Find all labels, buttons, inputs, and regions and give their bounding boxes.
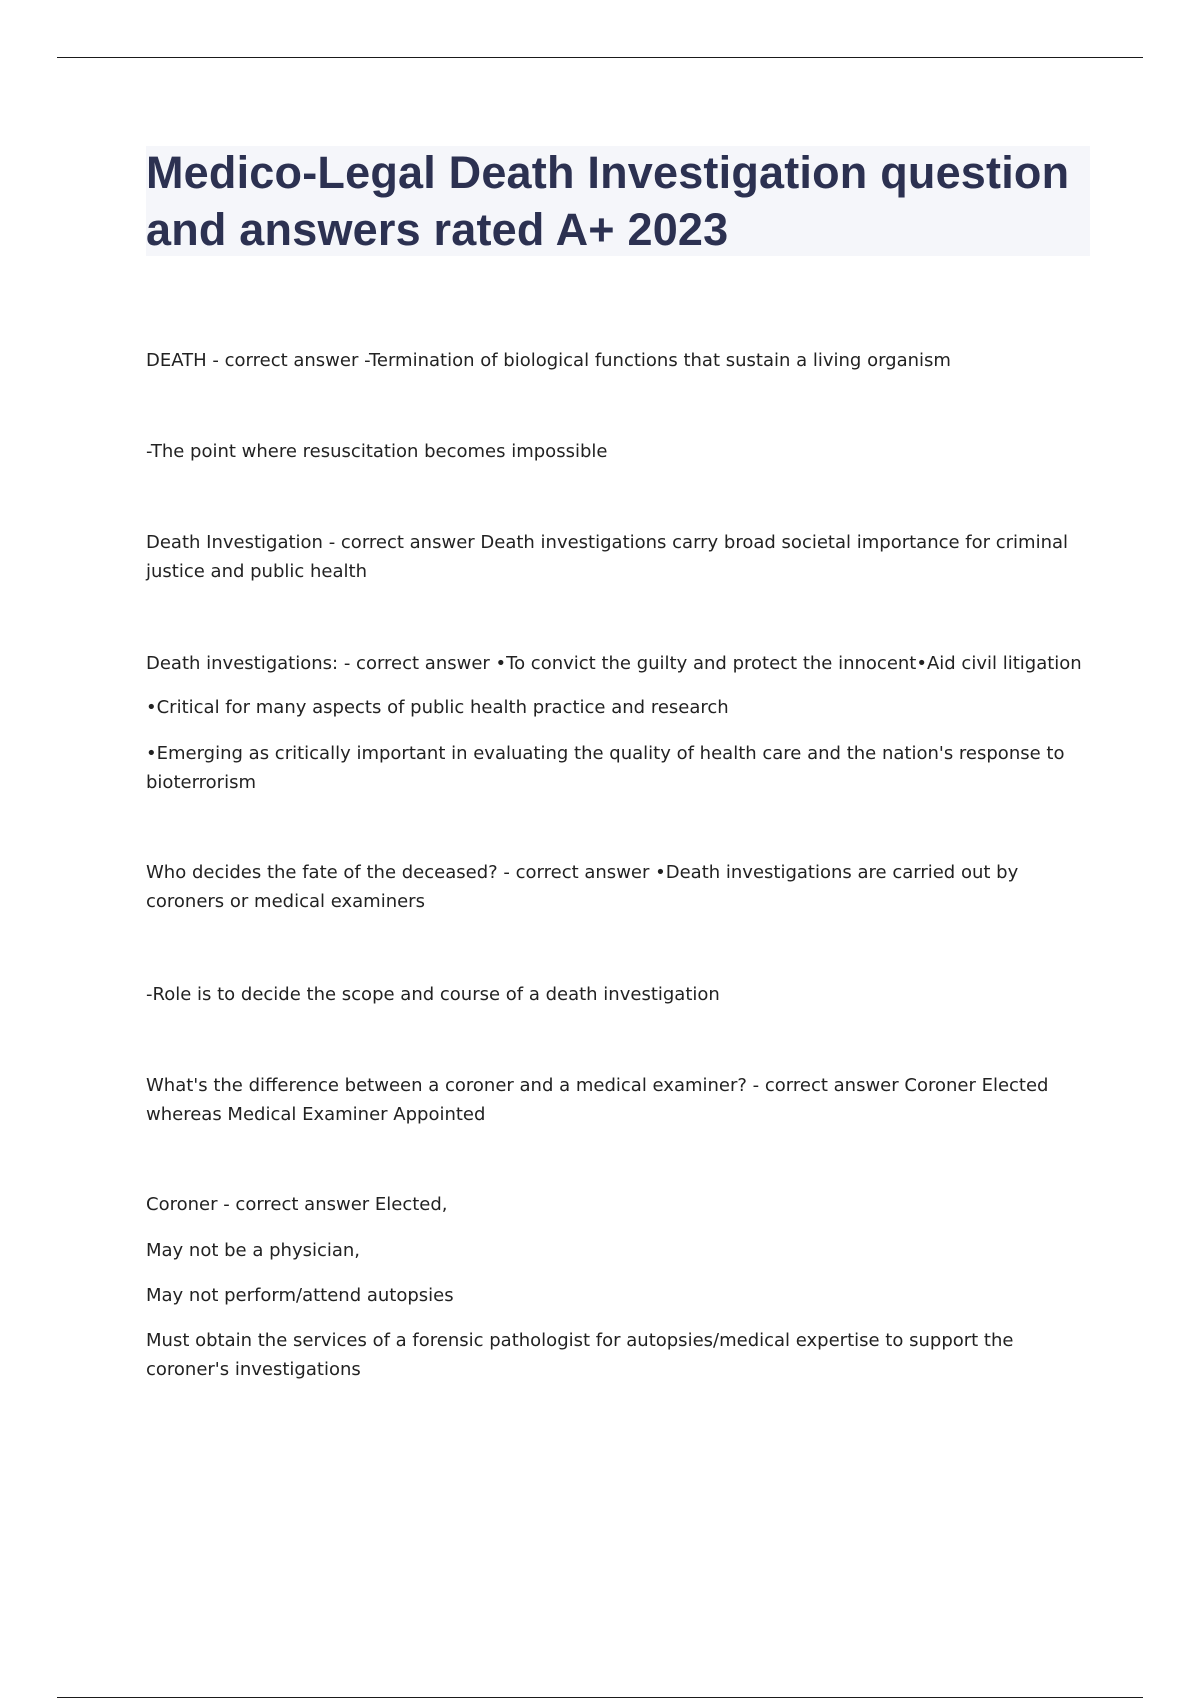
entry-autopsies: May not perform/attend autopsies xyxy=(146,1285,454,1306)
entry-death-investigation: Death Investigation - correct answer Death investigations carry broad societal importance for criminal justice and public health xyxy=(146,532,1069,582)
entry-death: DEATH - correct answer -Termination of biological functions that sustain a living organism xyxy=(146,350,951,371)
entry-role: -Role is to decide the scope and course of a death investigation xyxy=(146,984,720,1005)
entry-who-decides: Who decides the fate of the deceased? - correct answer •Death investigations are carried out by coroners or medical examiners xyxy=(146,862,1019,912)
entry-death-investigations: Death investigations: - correct answer •To convict the guilty and protect the innocent•Aid civil litigation xyxy=(146,653,1082,674)
entry-coroner: Coroner - correct answer Elected, xyxy=(146,1194,448,1215)
document-title: Medico-Legal Death Investigation question and answers rated A+ 2023 xyxy=(146,147,1070,255)
header-rule xyxy=(57,57,1143,58)
entry-forensic-pathologist: Must obtain the services of a forensic pathologist for autopsies/medical expertise to support the coroner's investigations xyxy=(146,1330,1014,1380)
entry-physician: May not be a physician, xyxy=(146,1240,361,1261)
entry-public-health: •Critical for many aspects of public health practice and research xyxy=(146,697,729,718)
entry-bioterrorism: •Emerging as critically important in evaluating the quality of health care and the nation's response to bioterrorism xyxy=(146,743,1065,793)
entry-resuscitation: -The point where resuscitation becomes impossible xyxy=(146,441,608,462)
entry-coroner-vs-examiner: What's the difference between a coroner and a medical examiner? - correct answer Coroner Elected whereas Medical Examiner Appointed xyxy=(146,1075,1049,1125)
footer-rule xyxy=(57,1697,1143,1698)
